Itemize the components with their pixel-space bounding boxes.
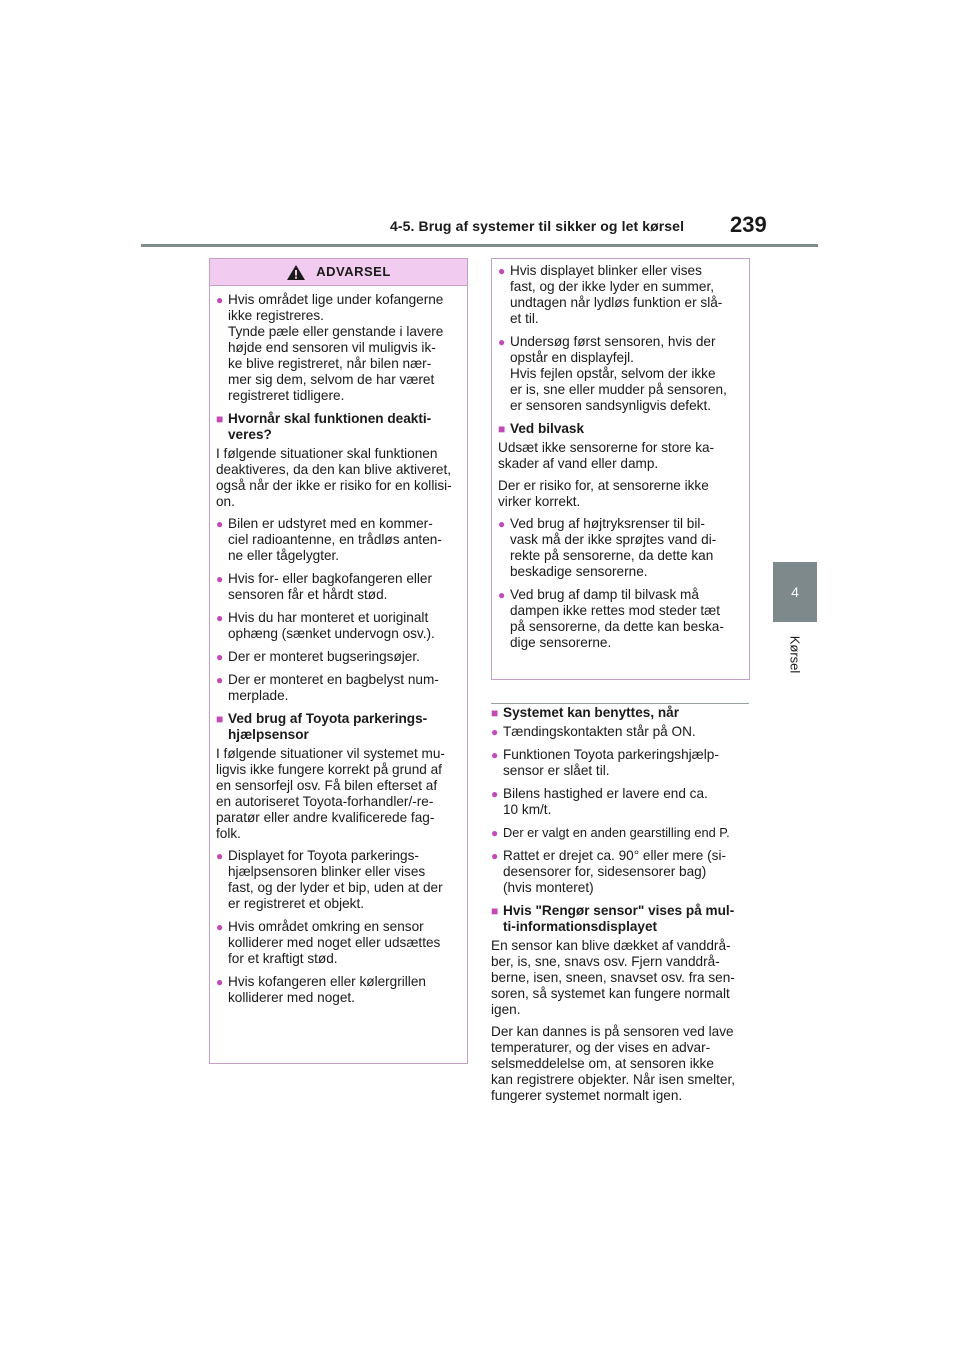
bullet-dot-icon: ● — [498, 335, 506, 349]
list-item-text: Der er monteret bugseringsøjer. — [228, 649, 420, 664]
section-heading — [491, 705, 751, 721]
page-number: 239 — [730, 212, 767, 237]
list-item — [491, 848, 751, 896]
bullet-dot-icon: ● — [216, 650, 224, 664]
list-item — [498, 516, 743, 580]
list-item-text: Hvis området omkring en sensor kolliderer med noget eller udsættes for et kraftigt stød. — [228, 919, 441, 966]
heading-square-icon: ■ — [498, 422, 506, 436]
list-item — [491, 747, 751, 779]
list-item-text: Bilens hastighed er lavere end ca. 10 km/t. — [503, 786, 708, 817]
bullet-dot-icon: ● — [491, 787, 499, 801]
paragraph: I følgende situationer skal funktionen deaktiveres, da den kan blive aktiveret, også når der ikke er risiko for en kollisi- on. — [216, 446, 452, 509]
warning-body — [210, 286, 467, 1006]
list-item — [216, 571, 461, 603]
list-item-text: Rattet er drejet ca. 90° eller mere (si- desensorer for, sidesensorer bag) (hvis monteret) — [503, 848, 727, 895]
chapter-tab — [773, 562, 817, 622]
list-item — [491, 724, 751, 740]
heading-square-icon: ■ — [216, 412, 224, 426]
section-heading — [216, 711, 461, 743]
bullet-dot-icon: ● — [491, 826, 499, 840]
heading-text: Ved bilvask — [510, 421, 585, 436]
paragraph: I følgende situationer vil systemet mu- ligvis ikke fungere korrekt på grund af en sensorfejl osv. Få bilen efterset af en autoriseret Toyota-forhandler/-re- paratør eller andre kvalificerede fag- folk. — [216, 746, 445, 841]
heading-text: Ved brug af Toyota parkerings- hjælpsensor — [228, 711, 428, 742]
warning-header — [210, 259, 467, 286]
heading-square-icon: ■ — [216, 712, 224, 726]
heading-text: Hvornår skal funktionen deakti- veres? — [228, 411, 432, 442]
paragraph: En sensor kan blive dækket af vanddrå- ber, is, sne, snavs osv. Fjern vanddrå- berne, isen, sneen, snavset osv. fra sen- soren, så systemet kan fungere normalt igen. — [491, 938, 735, 1017]
list-item-text: Bilen er udstyret med en kommer- ciel radioantenne, en trådløs anten- ne eller tågelygter. — [228, 516, 442, 563]
list-item-text: Hvis du har monteret et uoriginalt ophæng (sænket undervogn osv.). — [228, 610, 435, 641]
bullet-dot-icon: ● — [216, 975, 224, 989]
chapter-number: 4 — [791, 584, 799, 600]
bullet-dot-icon: ● — [216, 517, 224, 531]
section-heading — [491, 903, 751, 935]
bullet-dot-icon: ● — [216, 572, 224, 586]
list-item — [216, 610, 461, 642]
warning-box-continued — [491, 258, 750, 680]
list-item — [498, 587, 743, 651]
list-item — [216, 974, 461, 1006]
list-item — [498, 263, 743, 327]
section-title: 4-5. Brug af systemer til sikker og let kørsel — [390, 218, 685, 234]
list-item — [216, 516, 461, 564]
heading-square-icon: ■ — [491, 706, 499, 720]
paragraph: Der kan dannes is på sensoren ved lave temperaturer, og der vises en advar- selsmeddelelse om, at sensoren ikke kan registrere objekter. Når isen smelter, fungerer systemet normalt igen. — [491, 1024, 736, 1103]
heading-text: Hvis "Rengør sensor" vises på mul- ti-informationsdisplayet — [503, 903, 735, 934]
heading-text: Systemet kan benyttes, når — [503, 705, 680, 720]
bullet-dot-icon: ● — [491, 725, 499, 739]
list-item-text: Tændingskontakten står på ON. — [503, 724, 696, 739]
bullet-dot-icon: ● — [498, 517, 506, 531]
list-item — [498, 334, 743, 414]
warning-box — [209, 258, 468, 1064]
header-rule — [141, 244, 818, 247]
list-item-text: Funktionen Toyota parkeringshjælp- sensor er slået til. — [503, 747, 719, 778]
bullet-dot-icon: ● — [491, 849, 499, 863]
bullet-dot-icon: ● — [216, 920, 224, 934]
bullet-dot-icon: ● — [498, 588, 506, 602]
paragraph: Der er risiko for, at sensorerne ikke virker korrekt. — [498, 478, 709, 509]
list-item — [216, 292, 461, 404]
bullet-dot-icon: ● — [216, 673, 224, 687]
warning-triangle-icon — [286, 264, 306, 281]
list-item-text: Ved brug af damp til bilvask må dampen ikke rettes mod steder tæt på sensorerne, da dette kan beska- dige sensorerne. — [510, 587, 724, 650]
paragraph: Udsæt ikke sensorerne for store ka- skader af vand eller damp. — [498, 440, 715, 471]
chapter-label: Kørsel — [787, 635, 803, 673]
bullet-dot-icon: ● — [491, 748, 499, 762]
bullet-dot-icon: ● — [216, 849, 224, 863]
list-item-text: Hvis kofangeren eller kølergrillen kolliderer med noget. — [228, 974, 426, 1005]
list-item — [491, 825, 751, 841]
bullet-dot-icon: ● — [498, 264, 506, 278]
list-item — [216, 919, 461, 967]
bullet-dot-icon: ● — [216, 293, 224, 307]
heading-square-icon: ■ — [491, 904, 499, 918]
list-item — [491, 786, 751, 818]
list-item-text: Der er valgt en anden gearstilling end P. — [503, 825, 730, 840]
section-heading — [216, 411, 461, 443]
list-item-text: Ved brug af højtryksrenser til bil- vask må der ikke sprøjtes vand di- rekte på sensorerne, da dette kan beskadige sensorerne. — [510, 516, 717, 579]
bullet-dot-icon: ● — [216, 611, 224, 625]
section-heading — [498, 421, 743, 437]
list-item-text: Hvis området lige under kofangerne ikke registreres. Tynde pæle eller genstande i lavere højde end sensoren vil muligvis ik- ke blive registreret, når bilen nær- mer sig dem, selvom de har været registreret tidligere. — [228, 292, 444, 403]
list-item — [216, 649, 461, 665]
main-text-column — [491, 705, 751, 1110]
list-item-text: Undersøg først sensoren, hvis der opstår en displayfejl. Hvis fejlen opstår, selvom der ikke er is, sne eller mudder på sensoren, er sensoren sandsynligvis defekt. — [510, 334, 727, 413]
list-item-text: Hvis displayet blinker eller vises fast, og der ikke lyder en summer, undtagen når lydløs funktion er slå- et til. — [510, 263, 723, 326]
warning-label: ADVARSEL — [316, 264, 391, 279]
section-divider — [491, 703, 749, 704]
list-item-text: Displayet for Toyota parkerings- hjælpsensoren blinker eller vises fast, og der lyder et bip, uden at der er registreret et objekt. — [228, 848, 443, 911]
list-item — [216, 672, 461, 704]
chapter-label-container — [772, 622, 818, 686]
list-item-text: Hvis for- eller bagkofangeren eller sensoren får et hårdt stød. — [228, 571, 433, 602]
list-item-text: Der er monteret en bagbelyst num- merplade. — [228, 672, 439, 703]
list-item — [216, 848, 461, 912]
